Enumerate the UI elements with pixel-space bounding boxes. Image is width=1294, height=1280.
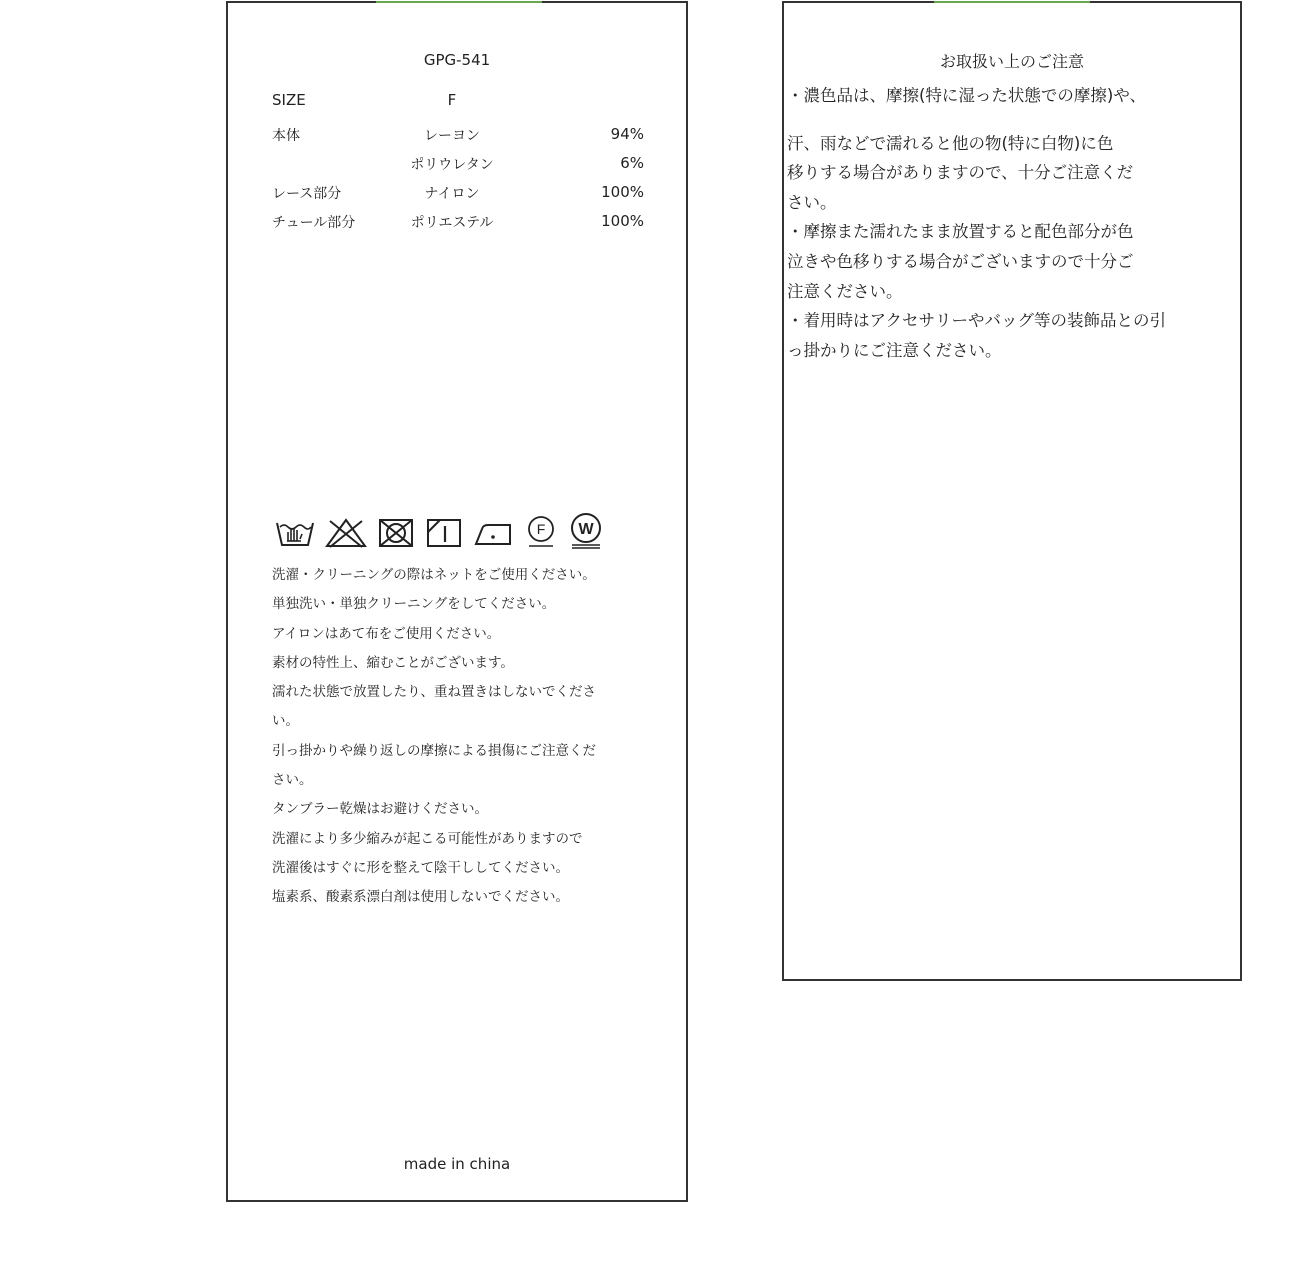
instruction-line: い。 (272, 713, 299, 730)
caution-body (787, 81, 1207, 365)
caution-spacer (787, 111, 1207, 129)
caution-label-right (782, 1, 1242, 981)
no-tumble-dry-icon (376, 517, 416, 549)
composition-row (272, 212, 644, 234)
caution-line: ・摩擦また濡れたまま放置すると配色部分が色 (787, 222, 1134, 242)
instruction-line: 塩素系、酸素系漂白剤は使用しないでください。 (272, 889, 569, 906)
care-label-left (226, 1, 688, 1202)
caution-line: っ掛かりにご注意ください。 (787, 340, 1002, 360)
dry-clean-f-icon (524, 515, 558, 549)
composition-row (272, 154, 644, 176)
composition-material: ナイロン (424, 186, 480, 202)
composition-material: ポリエステル (410, 215, 494, 231)
composition-row (272, 125, 644, 147)
top-accent-tick (376, 1, 542, 3)
country-of-origin: made in china (403, 1155, 511, 1173)
caution-line: 泣きや色移りする場合がございますので十分ご (787, 251, 1134, 271)
care-instructions (272, 561, 622, 913)
composition-part: 本体 (272, 128, 300, 144)
composition-part: レース部分 (272, 186, 342, 202)
hand-wash-icon (274, 517, 316, 549)
composition-material: レーヨン (424, 128, 480, 144)
caution-line: 移りする場合がありますので、十分ご注意くだ (787, 163, 1134, 183)
instruction-line: 単独洗い・単独クリーニングをしてください。 (272, 596, 556, 613)
caution-title: お取扱い上のご注意 (939, 52, 1084, 71)
instruction-line: タンブラー乾燥はお避けください。 (272, 801, 488, 818)
composition-row (272, 183, 644, 205)
no-bleach-icon (324, 517, 368, 549)
size-row (272, 91, 642, 111)
style-code: GPG-541 (423, 51, 491, 69)
composition-percent: 100% (601, 183, 644, 201)
iron-low-icon (472, 517, 516, 549)
composition-percent: 100% (601, 212, 644, 230)
composition-material: ポリウレタン (410, 157, 494, 173)
size-value: F (447, 91, 457, 109)
composition-part: チュール部分 (272, 215, 356, 231)
caution-line: ・濃色品は、摩擦(特に湿った状態での摩擦)や、 (787, 86, 1147, 105)
dry-clean-letter: F (536, 521, 546, 537)
instruction-line: 素材の特性上、縮むことがございます。 (272, 654, 514, 671)
care-symbols (274, 513, 606, 549)
instruction-line: アイロンはあて布をご使用ください。 (272, 625, 501, 642)
instruction-line: 洗濯・クリーニングの際はネットをご使用ください。 (272, 567, 596, 583)
caution-line: 注意ください。 (787, 281, 903, 301)
wet-clean-letter: W (578, 521, 594, 538)
composition-percent: 6% (620, 154, 644, 172)
instruction-line: 洗濯後はすぐに形を整えて陰干ししてください。 (272, 859, 569, 876)
top-accent-tick (934, 1, 1090, 3)
instruction-line: 引っ掛かりや繰り返しの摩擦による損傷にご注意くだ (272, 742, 596, 759)
composition-percent: 94% (610, 125, 644, 143)
instruction-line: 洗濯により多少縮みが起こる可能性がありますので (272, 830, 583, 847)
drip-dry-shade-icon (424, 517, 464, 549)
size-label: SIZE (272, 91, 306, 109)
caution-line: 汗、雨などで濡れると他の物(特に白物)に色 (787, 133, 1114, 153)
wet-clean-w-icon (566, 513, 606, 549)
caution-line: ・着用時はアクセサリーやバッグ等の装飾品との引 (787, 311, 1167, 331)
caution-line: さい。 (787, 192, 837, 212)
instruction-line: 濡れた状態で放置したり、重ね置きはしないでくださ (272, 684, 596, 701)
instruction-line: さい。 (272, 772, 313, 789)
